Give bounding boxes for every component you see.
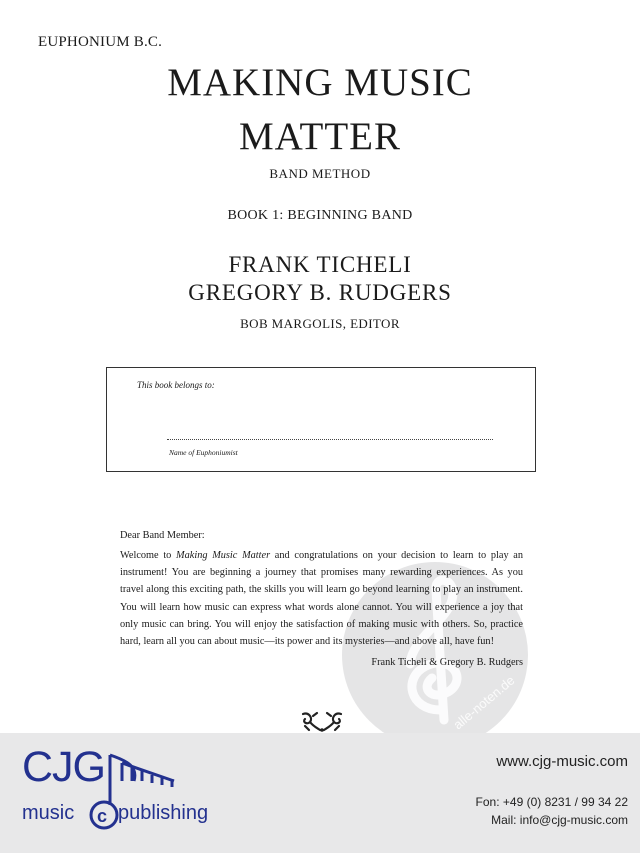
letter-body-start: Welcome to <box>120 550 177 561</box>
email-link[interactable]: Mail: info@cjg-music.com <box>491 813 628 827</box>
book-title-line-1: MAKING MUSIC <box>167 61 473 104</box>
floral-ornament-icon <box>299 710 345 734</box>
letter-signature: Frank Ticheli & Gregory B. Rudgers <box>371 657 523 668</box>
watermark-text: alle-noten.de <box>450 672 518 733</box>
letter-body-rest: and congratulations on your decision to learn to play an instrument! You are beginning a journey that promises many rewarding experiences. As you travel along this exciting path, the skills you will learn go beyond learning to play an instrument. You will learn how music can express what words alone cannot. You will experience a joy that only music can bring. You will enjoy the satisfaction of making music with others. So, practice hard, learn all you can about music—its power and its mysteries—and above all, have fun! <box>120 550 524 648</box>
owner-name-line <box>167 439 493 440</box>
owner-prompt: This book belongs to: <box>137 380 215 390</box>
letter-book-title: Making Music Matter <box>176 550 271 561</box>
book-volume: BOOK 1: BEGINNING BAND <box>227 208 413 223</box>
logo-cjg-text: CJG <box>22 743 105 791</box>
logo-publishing-text: publishing <box>118 802 209 824</box>
owner-field-label: Name of Euphoniumist <box>169 448 238 457</box>
author-2: GREGORY B. RUDGERS <box>188 280 452 305</box>
author-1: FRANK TICHELI <box>228 252 412 277</box>
owner-box <box>106 367 536 472</box>
book-title-line-2: MATTER <box>239 115 401 158</box>
instrument-name: EUPHONIUM B.C. <box>38 34 163 50</box>
letter-greeting: Dear Band Member: <box>120 530 205 541</box>
publisher-footer <box>0 733 640 853</box>
subtitle: BAND METHOD <box>269 166 371 181</box>
letter-body <box>120 547 523 650</box>
logo-music-text: music <box>22 802 75 824</box>
phone-number: Fon: +49 (0) 8231 / 99 34 22 <box>475 795 628 809</box>
editor-credit: BOB MARGOLIS, EDITOR <box>240 316 400 331</box>
svg-text:c: c <box>97 806 108 826</box>
website-link[interactable]: www.cjg-music.com <box>496 753 628 770</box>
